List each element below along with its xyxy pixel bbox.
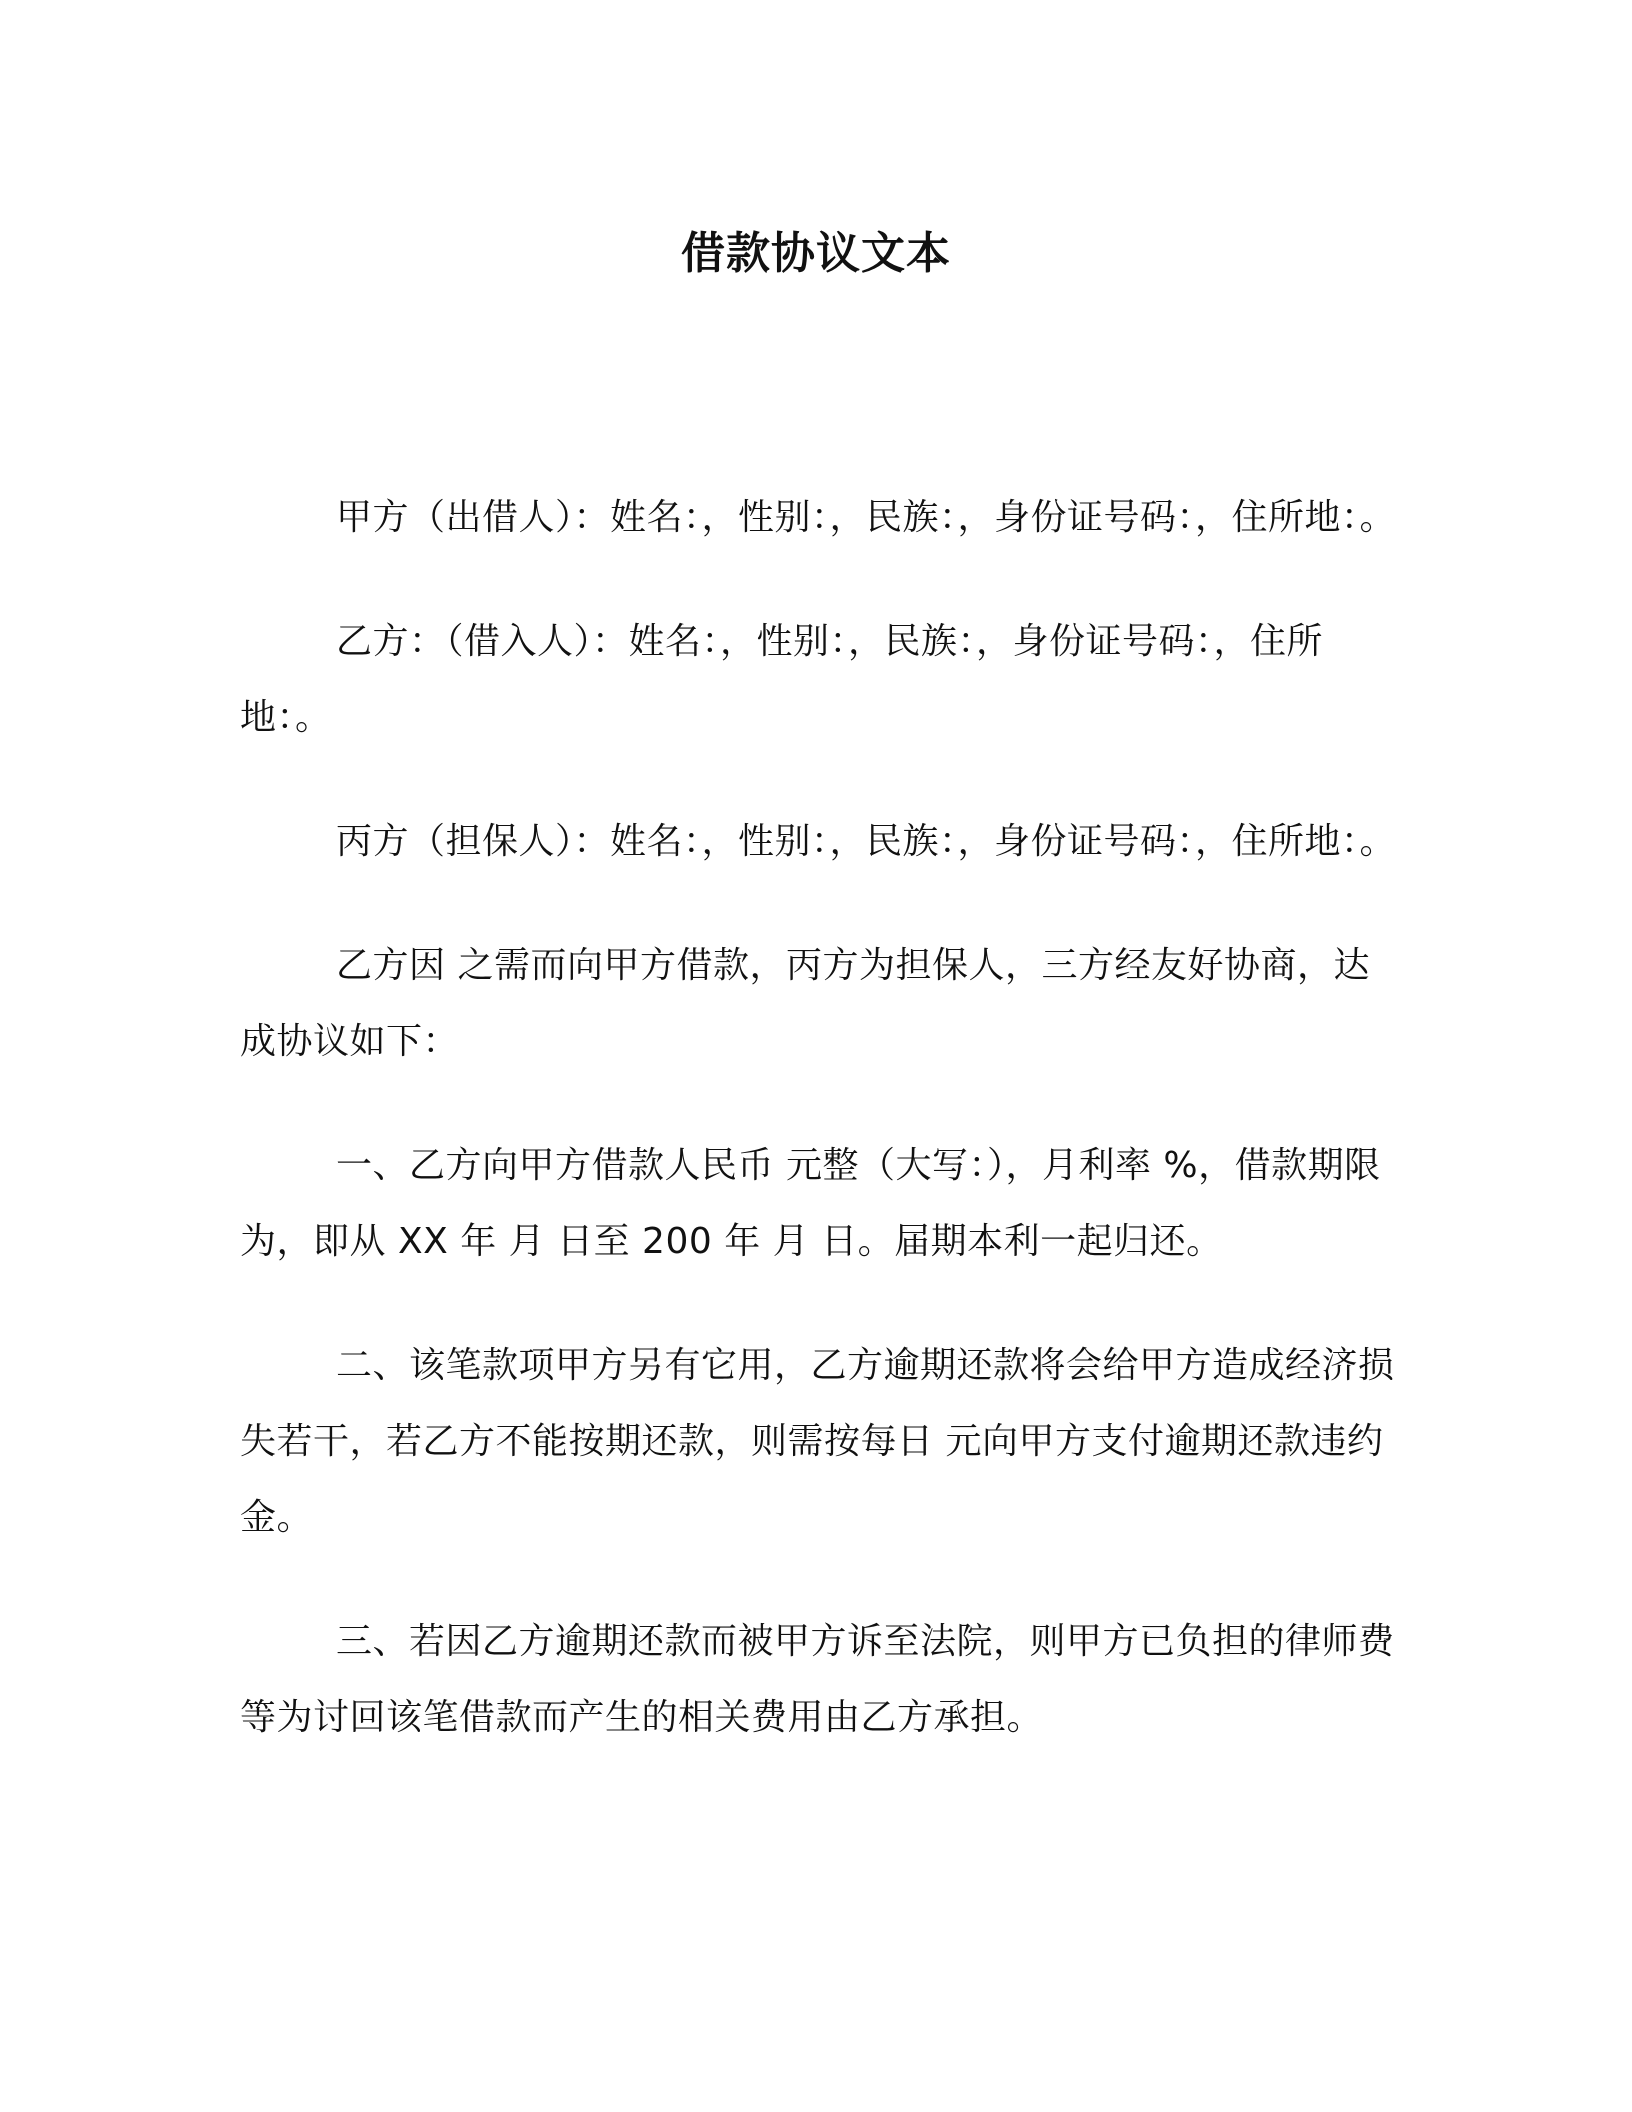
party-c-paragraph: 丙方（担保人）：姓名：，性别：，民族：，身份证号码：，住所地：。 — [336, 821, 1397, 862]
clause-2-paragraph: 二、该笔款项甲方另有它用，乙方逾期还款将会给甲方造成经济损失若干，若乙方不能按期还款，则需按每日 元向甲方支付逾期还款违约金。 — [240, 1345, 1395, 1538]
party-b-paragraph: 乙方：（借入人）：姓名：，性别：，民族：，身份证号码：，住所地：。 — [240, 621, 1324, 738]
clause-3-paragraph: 三、若因乙方逾期还款而被甲方诉至法院，则甲方已负担的律师费等为讨回该笔借款而产生的相关费用由乙方承担。 — [240, 1621, 1395, 1738]
clause-1-paragraph: 一、乙方向甲方借款人民币 元整（大写：），月利率 %，借款期限为，即从 XX 年 月 日至 200 年 月 日。届期本利一起归还。 — [240, 1145, 1381, 1262]
agreement-intro-paragraph: 乙方因 之需而向甲方借款，丙方为担保人，三方经友好协商，达成协议如下： — [240, 945, 1370, 1062]
document-body — [240, 480, 1400, 1804]
party-a-paragraph: 甲方（出借人）：姓名：，性别：，民族：，身份证号码：，住所地：。 — [336, 497, 1397, 538]
document-title: 借款协议文本 — [681, 228, 951, 279]
